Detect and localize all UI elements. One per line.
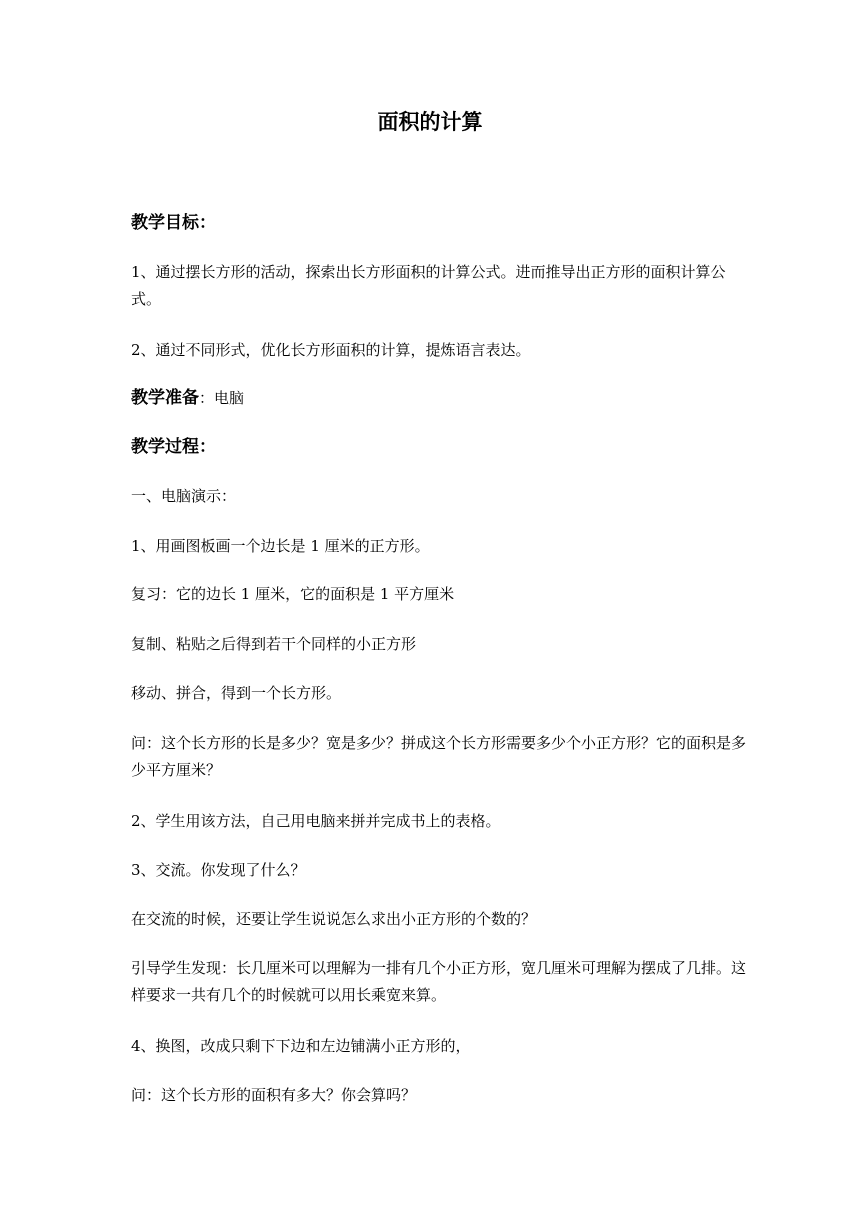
paragraph-6: 2、学生用该方法，自己用电脑来拼并完成书上的表格。 [131, 812, 501, 830]
objectives-heading: 教学目标： [131, 213, 216, 233]
preparation-colon: ： [199, 389, 215, 407]
paragraph-8: 在交流的时候，还要让学生说说怎么求出小正方形的个数的？ [131, 910, 537, 928]
process-heading: 教学过程： [131, 437, 216, 457]
paragraph-9: 引导学生发现：长几厘米可以理解为一排有几个小正方形，宽几厘米可理解为摆成了几排。这样要求一共有几个的时候就可以用长乘宽来算。 [131, 959, 747, 1004]
preparation-label: 教学准备 [131, 388, 199, 408]
objective-1: 1、通过摆长方形的活动，探索出长方形面积的计算公式。进而推导出正方形的面积计算公式。 [131, 263, 726, 308]
preparation-line [131, 385, 746, 412]
paragraph-3: 复制、粘贴之后得到若干个同样的小正方形 [131, 635, 417, 653]
paragraph-5: 问：这个长方形的长是多少？宽是多少？拼成这个长方形需要多少个小正方形？它的面积是多少平方厘米？ [131, 734, 747, 779]
document-title: 面积的计算 [377, 110, 483, 134]
preparation-value: 电脑 [214, 389, 245, 407]
objective-2: 2、通过不同形式，优化长方形面积的计算，提炼语言表达。 [131, 341, 531, 359]
paragraph-11: 问：这个长方形的面积有多大？你会算吗？ [131, 1086, 417, 1104]
paragraph-7: 3、交流。你发现了什么？ [131, 861, 306, 879]
paragraph-2: 复习：它的边长 1 厘米，它的面积是 1 平方厘米 [131, 585, 455, 603]
paragraph-1: 1、用画图板画一个边长是 1 厘米的正方形。 [131, 537, 430, 555]
paragraph-4: 移动、拼合，得到一个长方形。 [131, 684, 342, 702]
step-one: 一、电脑演示： [131, 487, 237, 505]
paragraph-10: 4、换图，改成只剩下下边和左边铺满小正方形的， [131, 1037, 471, 1055]
